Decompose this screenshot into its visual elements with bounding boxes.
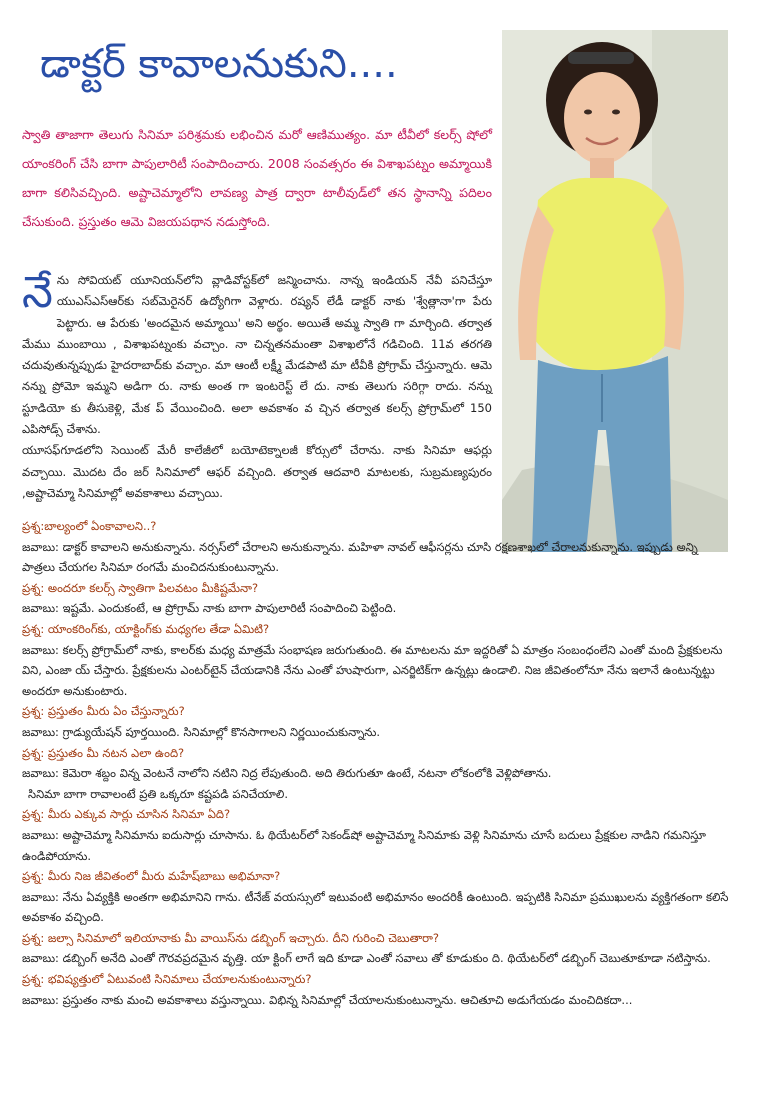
answer: జవాబు: కలర్స్ ప్రోగ్రామ్‌లో నాకు, కాలర్‌కు మధ్య మాత్రమే సంభాషణ జరుగుతుంది. ఈ మాటలను మా ఇద్దరితో ఏ మాత్రం సంబంధంలేని ఎంతో మంది ప్రేక్షకులను విని, ఎంజా య్ చేస్తారు. ప్రేక్షకులను ఎంటర్‌టైన్ చేయడానికి నేను ఎంతో హుషారుగా, ఎనర్జిటిక్‌గా ఉన్నట్లు ఉండాలి. నిజ జీవితంలోనూ నేను ఇలానే ఉంటున్నట్టు అందరూ అనుకుంటారు. [22, 642, 723, 698]
actress-photo-illustration [502, 30, 728, 552]
article-title: డాక్టర్ కావాలనుకుని.... [40, 41, 398, 87]
body-paragraph-1: ను సోవియట్ యూనియన్‌లోని వ్లాడివోస్టక్‌లో జన్మించాను. నాన్న ఇండియన్ నేవీ పనిచేస్తూ యుఎస్ఎస్ఆర్‌కు సబ్‌మెరైనర్ ఉద్యోగిగా వెళ్లారు. రష్యన్ లేడీ డాక్టర్ నాకు 'శ్వేత్లానా'గా పేరు పెట్టారు. ఆ పేరుకు 'అందమైన అమ్మాయి' అని అర్థం. అయితే అమ్మ స్వాతి గా మార్చింది. తర్వాత మేము ముంబాయి , విశాఖపట్నంకు వచ్చాం. నా చిన్నతనమంతా విశాఖలోనే గడిచింది. 11వ తరగతి చదువుతున్నప్పుడు హైదరాబాద్‌కు వచ్చాం. మా ఆంటీ లక్ష్మీ మేడపాటి మా టీవీకి ప్రోగ్రామ్ చేస్తున్నారు. ఆమె నన్ను ప్రోమో ఇమ్మని అడిగా రు. నాకు అంత గా ఇంటరెస్ట్ లే దు. నాకు తెలుగు సరిగ్గా రాదు. నన్ను స్టూడియో కు తీసుకెళ్లి, మేక ప్ వేయించింది. అలా అవకాశం వ చ్చిన తర్వాత కలర్స్ ప్రోగ్రామ్‌లో 150 ఎపిసోడ్స్ చేశాను. [22, 273, 492, 437]
qa-item [22, 701, 732, 742]
question: ప్రశ్న: జల్సా సినిమాలో ఇలియానాకు మీ వాయిస్‌ను డబ్బింగ్ ఇచ్చారు. దీని గురించి చెబుతారా? [22, 930, 440, 945]
answer: జవాబు: ఇష్టమే. ఎందుకంటే, ఆ ప్రోగ్రామ్ నాకు బాగా పాపులారిటీ సంపాదించి పెట్టింది. [22, 601, 397, 616]
qa-item [22, 928, 732, 969]
answer: జవాబు: అష్టాచెమ్మా సినిమాను ఐదుసార్లు చూసాను. ఓ థియేటర్‌లో సెకండ్‌షో అష్టాచెమ్మా సినిమాకు వెళ్లి సినిమాను చూసే బదులు ప్రేక్షకుల నాడిని గమనిస్తూ ఉండిపోయాను. [22, 827, 706, 863]
qa-item [22, 969, 732, 1010]
qa-item [22, 516, 732, 578]
drop-cap: నే [22, 267, 53, 318]
question: ప్రశ్న: ప్రస్తుతం మీరు ఏం చేస్తున్నారు? [22, 704, 185, 719]
answer: జవాబు: డబ్బింగ్ అనేది ఎంతో గౌరవప్రదమైన వృత్తి. యా క్టింగ్ లాగే ఇది కూడా ఎంతో సవాలు తో కూడుకుం ది. థియేటర్‌లో డబ్బింగ్ చెబుతూకూడా నటిస్తాను. [22, 951, 711, 966]
question: ప్రశ్న: మీరు నిజ జీవితంలో మీరు మహేష్‌బాబు అభిమానా? [22, 869, 281, 884]
question: ప్రశ్న: భవిష్యత్తులో ఏటువంటి సినిమాలు చేయాలనుకుంటున్నారు? [22, 972, 312, 987]
qa-item [22, 619, 732, 701]
question: ప్రశ్న: ప్రస్తుతం మీ నటన ఎలా ఉంది? [22, 745, 185, 760]
question: ప్రశ్న:బాల్యంలో ఏంకావాలని..? [22, 519, 157, 533]
answer: జవాబు: గ్రాడ్యుయేషన్ పూర్తయింది. సినిమాల్లో కొనసాగాలని నిర్ణయించుకున్నాను. [22, 724, 381, 739]
qa-section [22, 516, 732, 1010]
answer-continued: సినిమా బాగా రావాలంటే ప్రతి ఒక్కరూ కష్టపడి పనిచేయాలి. [28, 786, 288, 801]
qa-item [22, 866, 732, 928]
body-paragraph-2: యూసఫ్‌గూడలోని సెయింట్ మేరీ కాలేజీలో బయోటెక్నాలజీ కోర్సులో చేరాను. నాకు సినిమా ఆఫర్లు వచ్చాయి. మొదట దేం జర్ సినిమాలో ఆఫర్ వచ్చింది. తర్వాత ఆదవారి మాటలకు, సుబ్రమణ్యపురం ,అష్టాచెమ్మా సినిమాల్లో అవకాశాలు వచ్చాయి. [22, 443, 492, 500]
question: ప్రశ్న: యాంకరింగ్‌కు, యాక్టింగ్‌కు మధ్యగల తేడా ఏమిటి? [22, 621, 270, 636]
answer: జవాబు: ప్రస్తుతం నాకు మంచి అవకాశాలు వస్తున్నాయి. విభిన్న సినిమాల్లో చేయాలనుకుంటున్నాను. ఆచితూచి అడుగేయడం మంచిదికదా... [22, 992, 633, 1007]
answer: జవాబు: నేను ఏవ్యక్తికి అంతగా అభిమానిని గాను. టీనేజ్ వయస్సులో ఇటువంటి అభిమానం అందరికీ ఉంటుంది. ఇప్పటికి సినిమా ప్రముఖులను వ్యక్తిగతంగా కలిసే అవకాశం వచ్చింది. [22, 889, 729, 925]
answer: జవాబు: డాక్టర్ కావాలని అనుకున్నాను. నర్సస్‌లో చేరాలని అనుకున్నాను. మహిళా నావల్ ఆఫీసర్లను చూసి రక్షణశాఖలో చేరాలనుకున్నాను. ఇప్పుడు అన్ని పాత్రలు చేయగల సినిమా రంగమే మంచిదనుకుంటున్నాను. [22, 539, 698, 575]
actress-photo [502, 30, 728, 552]
qa-item [22, 804, 732, 866]
qa-item [22, 578, 732, 619]
qa-item [22, 743, 732, 805]
intro-paragraph: స్వాతి తాజాగా తెలుగు సినిమా పరిశ్రమకు లభించిన మరో ఆణిముత్యం. మా టీవీలో కలర్స్ షోలో యాంకరింగ్ చేసి బాగా పాపులారిటీ సంపాదించారు. 2008 సంవత్సరం ఈ విశాఖపట్నం అమ్మాయికి బాగా కలిసివచ్చింది. అష్టాచెమ్మాలోని లావణ్య పాత్ర ద్వారా టాలీవుడ్‌లో తన స్థానాన్ని పదిలం చేసుకుంది. ప్రస్తుతం ఆమె విజయపథాన నడుస్తోంది. [22, 127, 492, 229]
answer: జవాబు: కెమెరా శబ్దం విన్న వెంటనే నాలోని నటిని నిద్ర లేపుతుంది. అది తిరుగుతూ ఉంటే, నటనా లోకంలోకి వెళ్లిపోతాను. [22, 766, 552, 781]
question: ప్రశ్న: మీరు ఎక్కువ సార్లు చూసిన సినిమా ఏది? [22, 807, 231, 822]
article-body [22, 267, 492, 504]
question: ప్రశ్న: అందరూ కలర్స్ స్వాతిగా పిలవటం మీకిష్టమేనా? [22, 580, 259, 595]
